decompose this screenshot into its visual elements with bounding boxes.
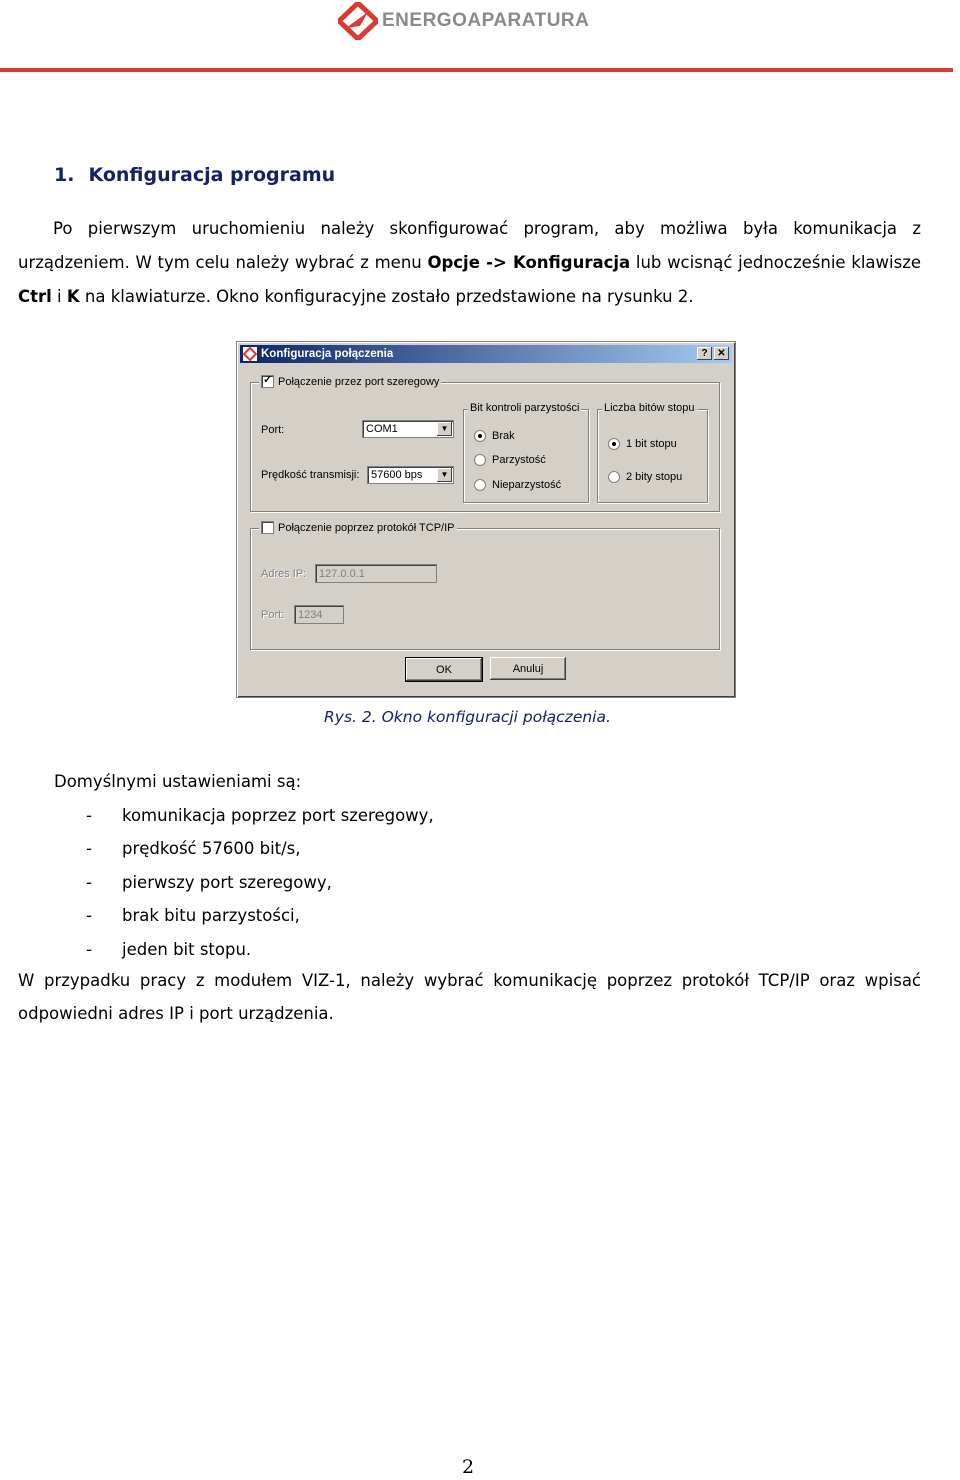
- serial-checkbox[interactable]: [261, 375, 274, 388]
- tcp-port-field-value: 1234: [298, 608, 323, 621]
- list-item: [54, 899, 434, 933]
- defaults-section: [54, 765, 434, 966]
- ip-label: Adres IP:: [261, 568, 307, 580]
- list-item-text: komunikacja poprzez port szeregowy,: [122, 805, 434, 825]
- parity-group-title: Bit kontroli parzystości: [470, 402, 580, 414]
- key-ctrl: Ctrl: [18, 287, 52, 306]
- chevron-down-icon[interactable]: ▼: [437, 422, 452, 436]
- header-rule: [0, 68, 953, 72]
- intro-text-1: Po pierwszym uruchomieniu należy skonfigurować program, aby możliwa była komunikacja z urządzeniem. W tym celu należy wybrać z menu: [18, 219, 921, 272]
- radio-dot[interactable]: [474, 430, 486, 442]
- ip-field[interactable]: [315, 564, 437, 583]
- tcp-group-title[interactable]: [259, 521, 457, 534]
- radio-label: 1 bit stopu: [626, 438, 677, 450]
- parity-option-none[interactable]: [474, 430, 515, 442]
- tcp-group: [250, 521, 720, 650]
- list-item: [54, 933, 434, 967]
- speed-select-value: 57600 bps: [371, 469, 423, 481]
- port-select[interactable]: [362, 420, 454, 438]
- speed-select[interactable]: [367, 466, 454, 484]
- radio-label: 2 bity stopu: [626, 471, 683, 483]
- energoaparatura-logo-icon: [338, 2, 378, 40]
- stop-bits-group: [597, 402, 708, 503]
- radio-label: Parzystość: [492, 454, 546, 466]
- intro-text-4: na klawiaturze. Okno konfiguracyjne zostało przedstawione na rysunku 2.: [79, 287, 694, 306]
- final-paragraph: W przypadku pracy z modułem VIZ-1, należy wybrać komunikację poprzez protokół TCP/IP oraz wpisać odpowiedni adres IP i port urządzenia.: [18, 971, 921, 1023]
- defaults-intro: Domyślnymi ustawieniami są:: [54, 772, 302, 791]
- radio-dot[interactable]: [608, 471, 620, 483]
- page-number: 2: [462, 1456, 475, 1478]
- tcp-port-field[interactable]: [294, 605, 344, 624]
- radio-dot[interactable]: [474, 479, 486, 491]
- list-dash: -: [86, 805, 92, 825]
- intro-paragraph: [18, 212, 921, 314]
- list-dash: -: [86, 939, 92, 959]
- port-select-value: COM1: [366, 423, 398, 435]
- connection-config-dialog: [236, 341, 736, 698]
- radio-label: Brak: [492, 430, 515, 442]
- app-icon: [243, 347, 257, 361]
- logo-text: ENERGOAPARATURA: [382, 10, 590, 31]
- list-item-text: jeden bit stopu.: [122, 939, 252, 959]
- intro-text-3: i: [51, 287, 67, 306]
- close-button[interactable]: ✕: [714, 347, 729, 360]
- dialog-title: Konfiguracja połączenia: [261, 348, 394, 360]
- radio-label: Nieparzystość: [492, 479, 562, 491]
- chevron-down-icon[interactable]: ▼: [437, 468, 452, 482]
- radio-dot[interactable]: [474, 454, 486, 466]
- tcp-port-label: Port:: [261, 609, 285, 621]
- serial-checkbox-label: Połączenie przez port szeregowy: [278, 375, 440, 388]
- menu-path: Opcje -> Konfiguracja: [427, 253, 631, 272]
- ok-button[interactable]: OK: [405, 657, 483, 682]
- radio-dot[interactable]: [608, 438, 620, 450]
- section-title: Konfiguracja programu: [88, 164, 336, 186]
- list-item-text: brak bitu parzystości,: [122, 906, 300, 925]
- list-item-text: prędkość 57600 bit/s,: [122, 839, 301, 858]
- port-label: Port:: [261, 424, 285, 436]
- cancel-button[interactable]: Anuluj: [490, 657, 566, 680]
- key-k: K: [66, 287, 80, 306]
- figure-caption: Rys. 2. Okno konfiguracji połączenia.: [324, 708, 611, 726]
- parity-group: [463, 402, 589, 503]
- stop-bits-group-title: Liczba bitów stopu: [604, 402, 695, 414]
- parity-option-even[interactable]: [474, 454, 546, 466]
- tcp-checkbox[interactable]: [261, 521, 274, 534]
- section-number: 1.: [54, 164, 75, 186]
- list-item: [54, 799, 434, 833]
- list-dash: -: [86, 906, 92, 925]
- serial-group: [250, 375, 720, 512]
- list-item: [54, 832, 434, 866]
- parity-option-odd[interactable]: [474, 479, 561, 491]
- section-heading: [54, 164, 335, 186]
- dialog-titlebar: [240, 345, 732, 363]
- company-logo: [338, 2, 589, 40]
- ip-field-value: 127.0.0.1: [319, 567, 365, 580]
- serial-group-title[interactable]: [259, 375, 441, 388]
- stop-option-1[interactable]: [608, 438, 677, 450]
- list-item: [54, 866, 434, 900]
- speed-label: Prędkość transmisji:: [261, 469, 360, 481]
- list-dash: -: [86, 872, 92, 892]
- stop-option-2[interactable]: [608, 471, 682, 483]
- list-dash: -: [86, 839, 92, 858]
- help-button[interactable]: ?: [697, 347, 712, 360]
- tcp-checkbox-label: Połączenie poprzez protokół TCP/IP: [278, 521, 455, 534]
- list-item-text: pierwszy port szeregowy,: [122, 872, 332, 892]
- intro-text-2: lub wcisnąć jednocześnie klawisze: [630, 253, 922, 272]
